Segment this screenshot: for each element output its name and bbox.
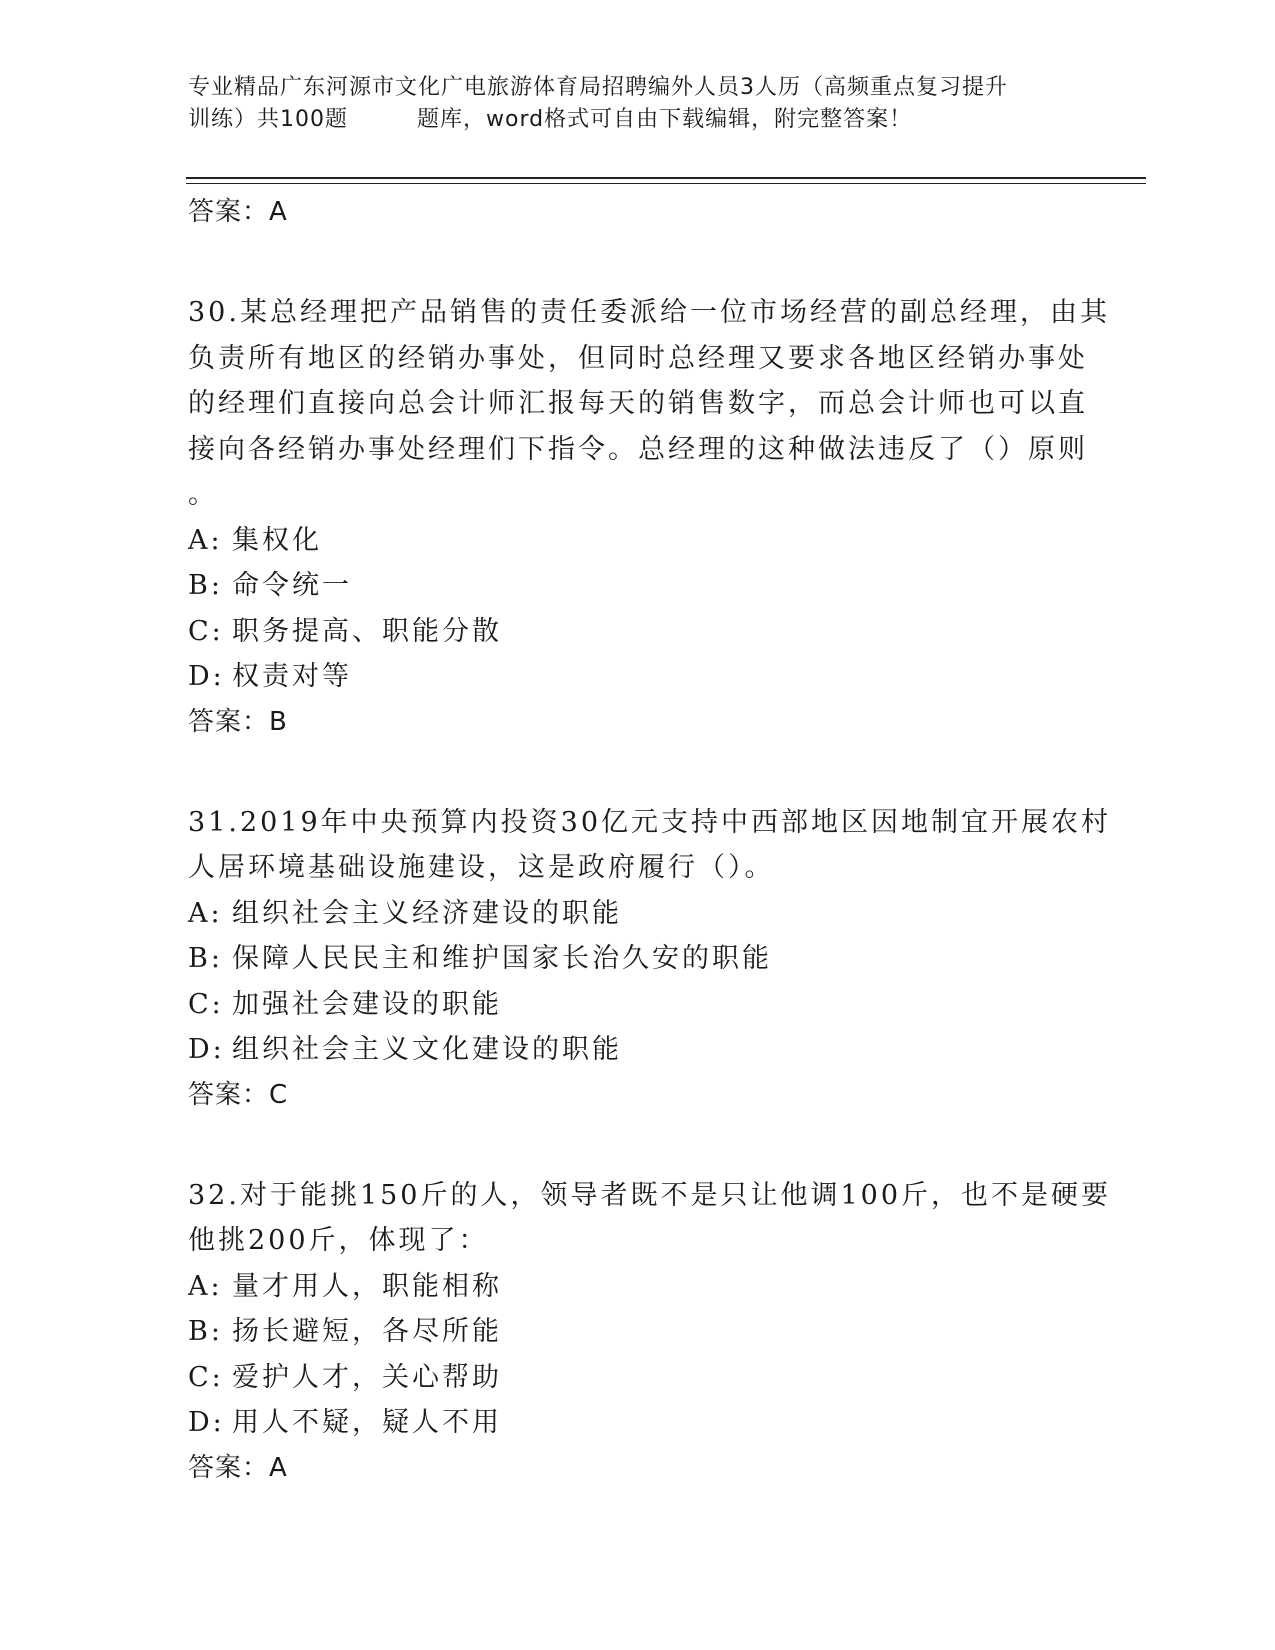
question-31: [188, 800, 1112, 1117]
question-stem: [188, 800, 1112, 891]
stem-line: 30.某总经理把产品销售的责任委派给一位市场经营的副总经理，由其: [188, 297, 1110, 328]
option-c: [188, 982, 1088, 1028]
option-text: 爱护人才，关心帮助: [232, 1361, 502, 1393]
stem-line: 32.对于能挑150斤的人，领导者既不是只让他调100斤，也不是硬要: [188, 1179, 1112, 1211]
option-b: [188, 563, 1088, 609]
option-b: [188, 936, 1088, 982]
option-letter: C:: [188, 988, 224, 1020]
option-letter: D:: [188, 1407, 225, 1438]
question-stem: [188, 290, 1110, 518]
option-text: 集权化: [232, 524, 322, 556]
spacer: [188, 1117, 1088, 1173]
stem-line: 。: [188, 479, 218, 510]
option-letter: A:: [188, 524, 223, 556]
option-letter: B:: [188, 1316, 223, 1347]
option-a: [188, 891, 1088, 937]
question-30: [188, 290, 1110, 744]
option-letter: A:: [188, 897, 223, 929]
option-text: 加强社会建设的职能: [232, 988, 502, 1020]
option-text: 保障人民民主和维护国家长治久安的职能: [232, 943, 772, 974]
option-text: 用人不疑，疑人不用: [232, 1407, 502, 1438]
option-letter: D:: [188, 661, 225, 692]
option-a: [188, 518, 1088, 564]
spacer: [188, 234, 1088, 290]
option-a: [188, 1264, 1088, 1310]
header-title-line-2: 训练）共100题 题库，word格式可自由下载编辑，附完整答案！: [188, 107, 913, 132]
option-text: 命令统一: [232, 570, 352, 601]
stem-line: 负责所有地区的经销办事处，但同时总经理又要求各地区经销办事处: [188, 342, 1088, 374]
option-text: 扬长避短，各尽所能: [232, 1316, 502, 1347]
option-text: 量才用人，职能相称: [232, 1270, 502, 1302]
option-text: 职务提高、职能分散: [232, 615, 502, 647]
answer: 答案：C: [188, 1079, 289, 1110]
document-body: [188, 190, 1112, 1490]
stem-line: 31.2019年中央预算内投资30亿元支持中西部地区因地制宜开展农村: [188, 806, 1112, 838]
option-letter: A:: [188, 1270, 223, 1302]
previous-answer: 答案：A: [188, 197, 288, 227]
option-b: [188, 1309, 1088, 1355]
option-d: [188, 1027, 1088, 1073]
stem-line: 的经理们直接向总会计师汇报每天的销售数字，而总会计师也可以直: [188, 388, 1088, 419]
question-stem: [188, 1173, 1112, 1264]
option-d: [188, 654, 1088, 700]
stem-line: 人居环境基础设施建设，这是政府履行（）。: [188, 852, 775, 883]
question-32: [188, 1173, 1112, 1490]
option-c: [188, 1355, 1088, 1401]
stem-line: 他挑200斤，体现了：: [188, 1225, 489, 1256]
stem-line: 接向各经销办事处经理们下指令。总经理的这种做法违反了（）原则: [188, 433, 1088, 465]
option-text: 组织社会主义经济建设的职能: [232, 897, 622, 929]
header-divider: [186, 177, 1146, 184]
option-text: 组织社会主义文化建设的职能: [232, 1034, 622, 1065]
option-c: [188, 609, 1088, 655]
answer: 答案：B: [188, 706, 288, 737]
option-d: [188, 1400, 1088, 1446]
document-header: [188, 72, 1088, 136]
spacer: [188, 744, 1088, 800]
option-letter: B:: [188, 943, 223, 974]
header-title-line-1: 专业精品广东河源市文化广电旅游体育局招聘编外人员3人历（高频重点复习提升: [188, 75, 1008, 100]
answer: 答案：A: [188, 1452, 288, 1483]
option-text: 权责对等: [232, 661, 352, 692]
option-letter: C:: [188, 1361, 224, 1393]
option-letter: B:: [188, 570, 223, 601]
option-letter: C:: [188, 615, 224, 647]
option-letter: D:: [188, 1034, 225, 1065]
